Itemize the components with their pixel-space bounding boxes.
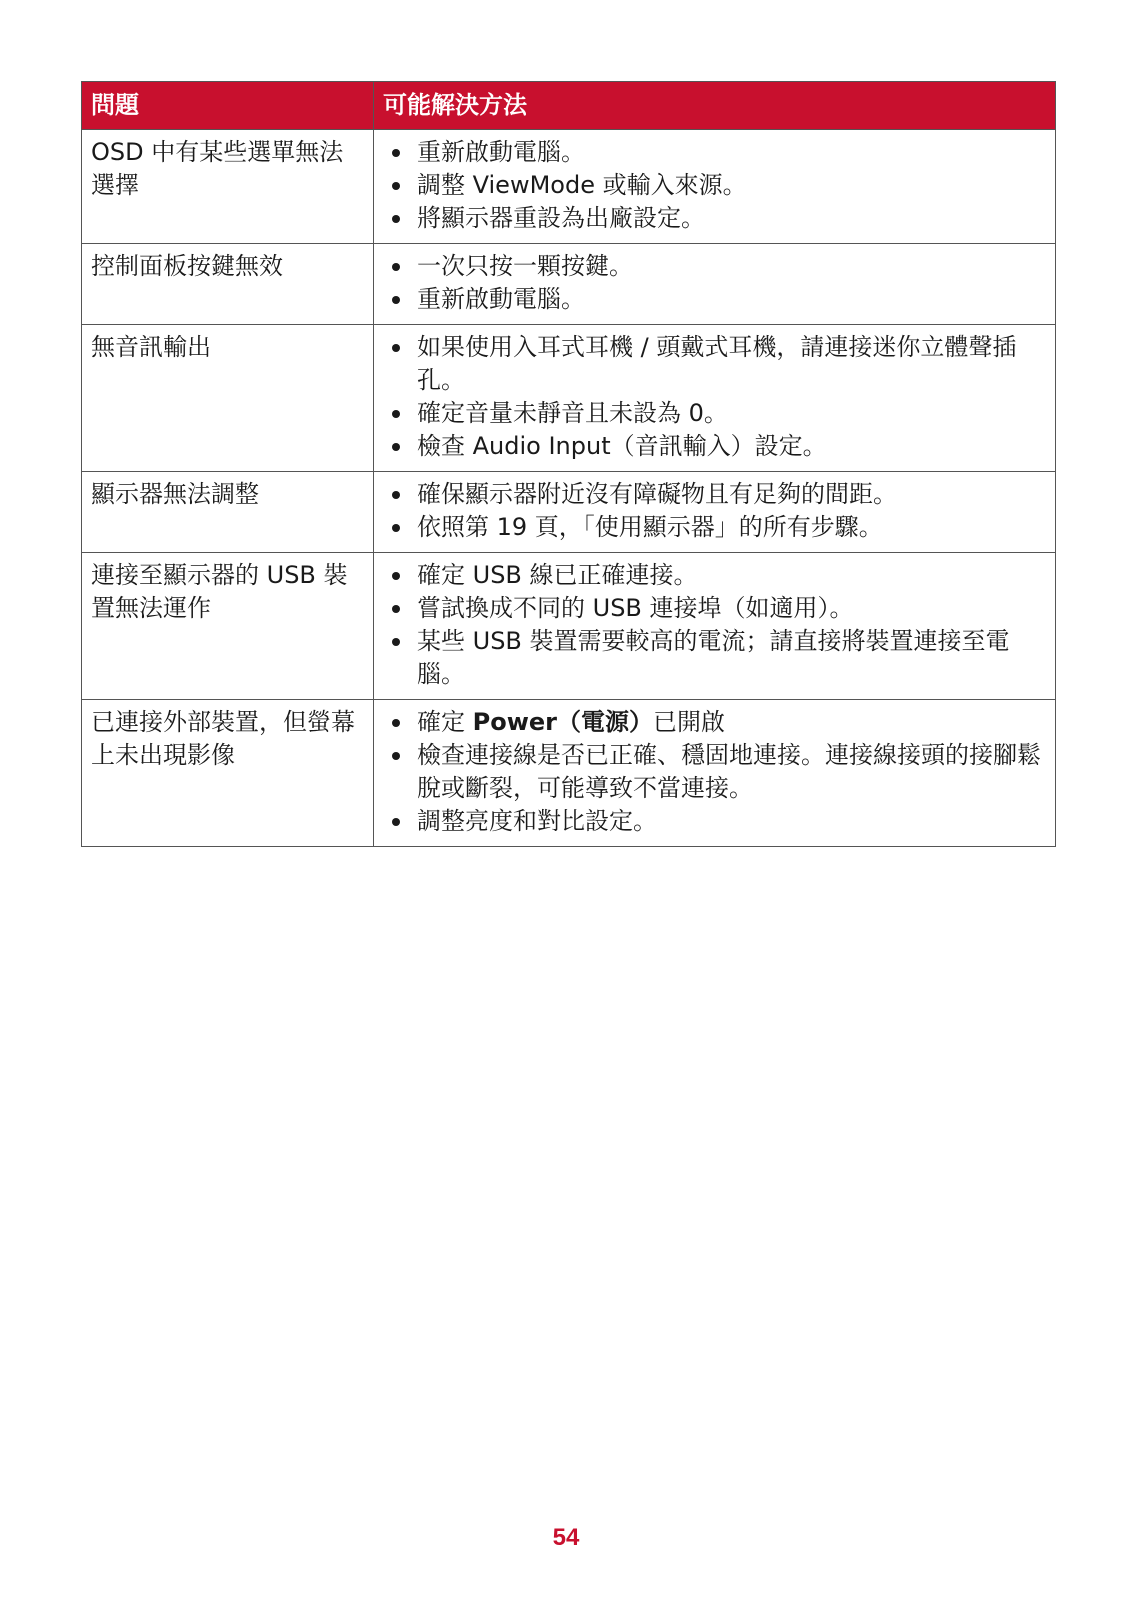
table-row <box>82 472 1056 553</box>
problem-cell: 已連接外部裝置，但螢幕上未出現影像 <box>82 700 374 847</box>
page-number: 54 <box>552 1524 580 1551</box>
list-item <box>383 559 1046 592</box>
solution-text: 將顯示器重設為出廠設定。 <box>417 204 705 232</box>
header-problem: 問題 <box>82 82 374 130</box>
list-item <box>383 805 1046 838</box>
solution-list <box>383 331 1046 463</box>
list-item <box>383 739 1046 805</box>
solution-list <box>383 250 1046 316</box>
solution-cell <box>374 244 1056 325</box>
bullet-icon <box>392 263 400 271</box>
solution-list <box>383 559 1046 691</box>
bullet-icon <box>392 410 400 418</box>
solution-text-suffix: 已開啟 <box>653 708 726 736</box>
solution-text: 某些 USB 裝置需要較高的電流；請直接將裝置連接至電腦。 <box>417 627 1010 688</box>
solution-text: 確保顯示器附近沒有障礙物且有足夠的間距。 <box>417 480 897 508</box>
problem-cell: 連接至顯示器的 USB 裝置無法運作 <box>82 553 374 700</box>
table-row <box>82 325 1056 472</box>
solution-text: 確定音量未靜音且未設為 0。 <box>417 399 728 427</box>
bullet-icon <box>392 344 400 352</box>
bullet-icon <box>392 182 400 190</box>
bullet-icon <box>392 638 400 646</box>
table-row <box>82 700 1056 847</box>
problem-cell: 顯示器無法調整 <box>82 472 374 553</box>
list-item <box>383 397 1046 430</box>
list-item <box>383 202 1046 235</box>
bullet-icon <box>392 149 400 157</box>
solution-text: 重新啟動電腦。 <box>417 285 585 313</box>
solution-list <box>383 478 1046 544</box>
troubleshooting-table <box>81 81 1056 847</box>
bullet-icon <box>392 752 400 760</box>
bullet-icon <box>392 719 400 727</box>
bullet-icon <box>392 215 400 223</box>
table-header-row <box>82 82 1056 130</box>
table-row <box>82 553 1056 700</box>
power-emphasis: Power（電源） <box>472 708 654 736</box>
solution-cell <box>374 700 1056 847</box>
problem-cell: 無音訊輸出 <box>82 325 374 472</box>
bullet-icon <box>392 818 400 826</box>
solution-text: 檢查連接線是否已正確、穩固地連接。連接線接頭的接腳鬆脫或斷裂，可能導致不當連接。 <box>417 741 1041 802</box>
solution-text: 調整 ViewMode 或輸入來源。 <box>417 171 747 199</box>
list-item <box>383 250 1046 283</box>
solution-text: 調整亮度和對比設定。 <box>417 807 657 835</box>
list-item <box>383 706 1046 739</box>
list-item <box>383 625 1046 691</box>
solution-text-prefix: 確定 <box>417 708 473 736</box>
bullet-icon <box>392 524 400 532</box>
problem-cell: 控制面板按鍵無效 <box>82 244 374 325</box>
problem-cell: OSD 中有某些選單無法選擇 <box>82 130 374 244</box>
solution-list <box>383 136 1046 235</box>
list-item <box>383 169 1046 202</box>
solution-text: 一次只按一顆按鍵。 <box>417 252 633 280</box>
list-item <box>383 511 1046 544</box>
solution-text: 如果使用入耳式耳機 / 頭戴式耳機，請連接迷你立體聲插孔。 <box>417 333 1017 394</box>
solution-text: 依照第 19 頁，「使用顯示器」的所有步驟。 <box>417 513 883 541</box>
solution-text: 嘗試換成不同的 USB 連接埠（如適用）。 <box>417 594 854 622</box>
solution-cell <box>374 130 1056 244</box>
table-row <box>82 130 1056 244</box>
bullet-icon <box>392 572 400 580</box>
solution-cell <box>374 325 1056 472</box>
list-item <box>383 478 1046 511</box>
list-item <box>383 331 1046 397</box>
bullet-icon <box>392 296 400 304</box>
solution-cell <box>374 553 1056 700</box>
list-item <box>383 430 1046 463</box>
list-item <box>383 592 1046 625</box>
solution-text: 重新啟動電腦。 <box>417 138 585 166</box>
solution-text: 檢查 Audio Input（音訊輸入）設定。 <box>417 432 827 460</box>
header-solution: 可能解決方法 <box>374 82 1056 130</box>
table-row <box>82 244 1056 325</box>
bullet-icon <box>392 491 400 499</box>
bullet-icon <box>392 605 400 613</box>
bullet-icon <box>392 443 400 451</box>
solution-text: 確定 USB 線已正確連接。 <box>417 561 698 589</box>
solution-list <box>383 706 1046 838</box>
list-item <box>383 136 1046 169</box>
solution-cell <box>374 472 1056 553</box>
list-item <box>383 283 1046 316</box>
